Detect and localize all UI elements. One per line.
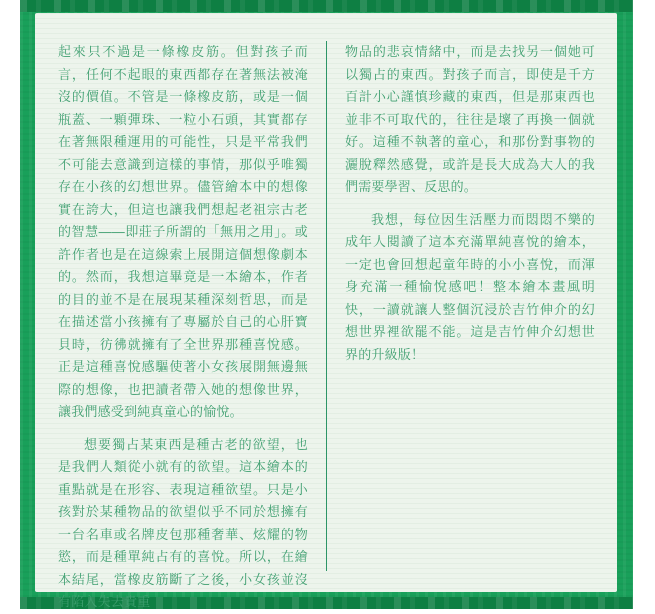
text-column-right: [345, 41, 595, 366]
paragraph: 想要獨占某東西是種古老的欲望，也是我們人類從小就有的欲望。這本繪本的重點就是在形容、表現這種欲望。只是小孩對於某種物品的欲望似乎不同於想擁有一台名車或名牌皮包那種奢華、炫耀的物慾，而是種單純占有的喜悅。所以，在繪本結尾，當橡皮筋斷了之後，小女孩並沒有陷入失去貴重: [58, 436, 308, 609]
paragraph: 我想，每位因生活壓力而悶悶不樂的成年人閱讀了這本充滿單純喜悅的繪本，一定也會回想起童年時的小小喜悅，而渾身充滿一種愉悅感吧！整本繪本畫風明快，一讀就讓人整個沉浸於吉竹伸介的幻想世界裡欲罷不能。這是吉竹伸介幻想世界的升級版！: [345, 211, 595, 362]
book-page: [35, 13, 617, 609]
cover-top-edge: [20, 0, 633, 12]
column-divider-rule: [326, 41, 327, 571]
text-column-left: [58, 41, 308, 614]
paragraph-continuation: 起來只不過是一條橡皮筋。但對孩子而言，任何不起眼的東西都存在著無法被淹沒的價值。不管是一條橡皮筋，或是一個瓶蓋、一顆彈珠、一粒小石頭，其實都存在著無限種運用的可能性，只是平常我們不可能去意識到這樣的事情，那似乎唯獨存在小孩的幻想世界。儘管繪本中的想像實在誇大，但這也讓我們想起老祖宗古老的智慧——即莊子所謂的「無用之用」。或許作者也是在這線索上展開這個想像劇本的。然而，我想這畢竟是一本繪本，作者的目的並不是在展現某種深刻哲思，而是在描述當小孩擁有了專屬於自己的心肝寶貝時，彷彿就擁有了全世界那種喜悅感。正是這種喜悅感驅使著小女孩展開無邊無際的想像，也把讀者帶入她的想像世界，讓我們感受到純真童心的愉悅。: [58, 44, 308, 419]
paragraph-continuation: 物品的悲哀情緒中，而是去找另一個她可以獨占的東西。對孩子而言，即使是千方百計小心謹慎珍藏的東西，但是那東西也並非不可取代的，往往是壞了再換一個就好。這種不執著的童心，和那份對事物的灑脫釋然感覺，或許是長大成為大人的我們需要學習、反思的。: [345, 44, 595, 194]
book-cover-background: [20, 0, 633, 609]
